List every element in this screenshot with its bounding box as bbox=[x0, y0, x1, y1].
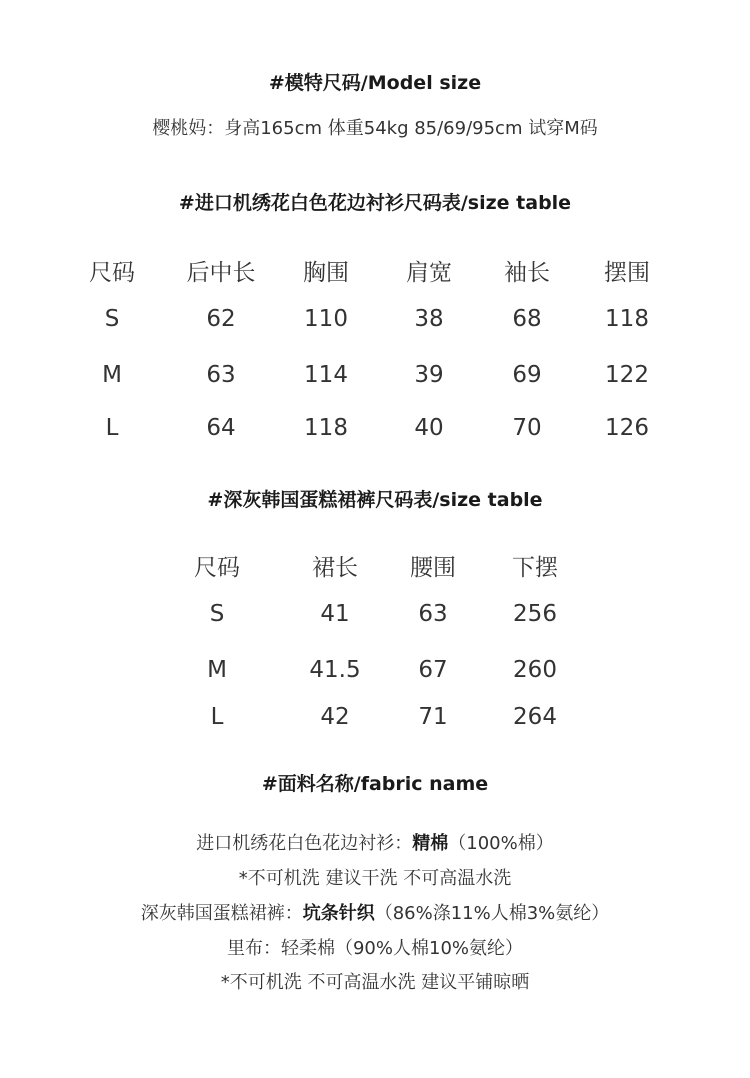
table-cell: 126 bbox=[605, 415, 649, 441]
table-cell: 264 bbox=[513, 704, 557, 730]
table-cell: 118 bbox=[605, 306, 649, 332]
table-cell: 118 bbox=[304, 415, 348, 441]
shirt-fabric-composition: （100%棉） bbox=[448, 833, 554, 854]
shirt-header-hem: 摆围 bbox=[604, 260, 650, 286]
model-size-heading: #模特尺码/Model size bbox=[268, 72, 482, 94]
shirt-fabric-material: 精棉 bbox=[412, 833, 449, 854]
skirt-table-heading: #深灰韩国蛋糕裙裤尺码表/size table bbox=[207, 489, 543, 511]
table-cell: 260 bbox=[513, 657, 557, 683]
table-cell: 40 bbox=[414, 415, 444, 441]
table-cell: 110 bbox=[304, 306, 348, 332]
table-cell: 122 bbox=[605, 362, 649, 388]
table-cell: 41 bbox=[320, 601, 350, 627]
skirt-fabric-prefix: 深灰韩国蛋糕裙裤： bbox=[140, 903, 303, 924]
shirt-header-sleeve: 袖长 bbox=[504, 260, 550, 286]
table-cell: 63 bbox=[206, 362, 236, 388]
shirt-header-shoulder: 肩宽 bbox=[406, 260, 452, 286]
table-cell: 64 bbox=[206, 415, 236, 441]
shirt-header-chest: 胸围 bbox=[303, 260, 349, 286]
table-cell: 114 bbox=[304, 362, 348, 388]
table-cell: 71 bbox=[418, 704, 448, 730]
table-cell: 70 bbox=[512, 415, 542, 441]
table-cell: 67 bbox=[418, 657, 448, 683]
table-cell: 39 bbox=[414, 362, 444, 388]
table-cell: 256 bbox=[513, 601, 557, 627]
skirt-fabric-composition: （86%涤11%人棉3%氨纶） bbox=[374, 903, 610, 924]
shirt-care-line: *不可机洗 建议干洗 不可高温水洗 bbox=[238, 868, 512, 889]
lining-line: 里布：轻柔棉（90%人棉10%氨纶） bbox=[226, 938, 523, 959]
shirt-table-heading: #进口机绣花白色花边衬衫尺码表/size table bbox=[178, 192, 572, 214]
shirt-fabric-prefix: 进口机绣花白色花边衬衫： bbox=[196, 833, 413, 854]
table-cell: 41.5 bbox=[309, 657, 361, 683]
table-cell: L bbox=[210, 704, 224, 730]
skirt-care-line: *不可机洗 不可高温水洗 建议平铺晾晒 bbox=[220, 972, 530, 993]
shirt-fabric-line bbox=[0, 829, 750, 855]
table-cell: 63 bbox=[418, 601, 448, 627]
table-cell: S bbox=[104, 306, 120, 332]
skirt-header-size: 尺码 bbox=[194, 555, 240, 581]
shirt-header-size: 尺码 bbox=[89, 260, 135, 286]
shirt-header-back-length: 后中长 bbox=[186, 260, 256, 286]
table-cell: 68 bbox=[512, 306, 542, 332]
skirt-header-length: 裙长 bbox=[312, 555, 358, 581]
fabric-heading: #面料名称/fabric name bbox=[261, 773, 489, 795]
skirt-header-hem: 下摆 bbox=[512, 555, 558, 581]
table-cell: 42 bbox=[320, 704, 350, 730]
table-cell: M bbox=[207, 657, 227, 683]
skirt-fabric-material: 坑条针织 bbox=[302, 903, 375, 924]
model-info: 樱桃妈：身高165cm 体重54kg 85/69/95cm 试穿M码 bbox=[152, 118, 598, 139]
table-cell: 69 bbox=[512, 362, 542, 388]
table-cell: 38 bbox=[414, 306, 444, 332]
table-cell: S bbox=[209, 601, 225, 627]
skirt-fabric-line bbox=[0, 899, 750, 925]
table-cell: M bbox=[102, 362, 122, 388]
skirt-header-waist: 腰围 bbox=[410, 555, 456, 581]
table-cell: 62 bbox=[206, 306, 236, 332]
table-cell: L bbox=[105, 415, 119, 441]
